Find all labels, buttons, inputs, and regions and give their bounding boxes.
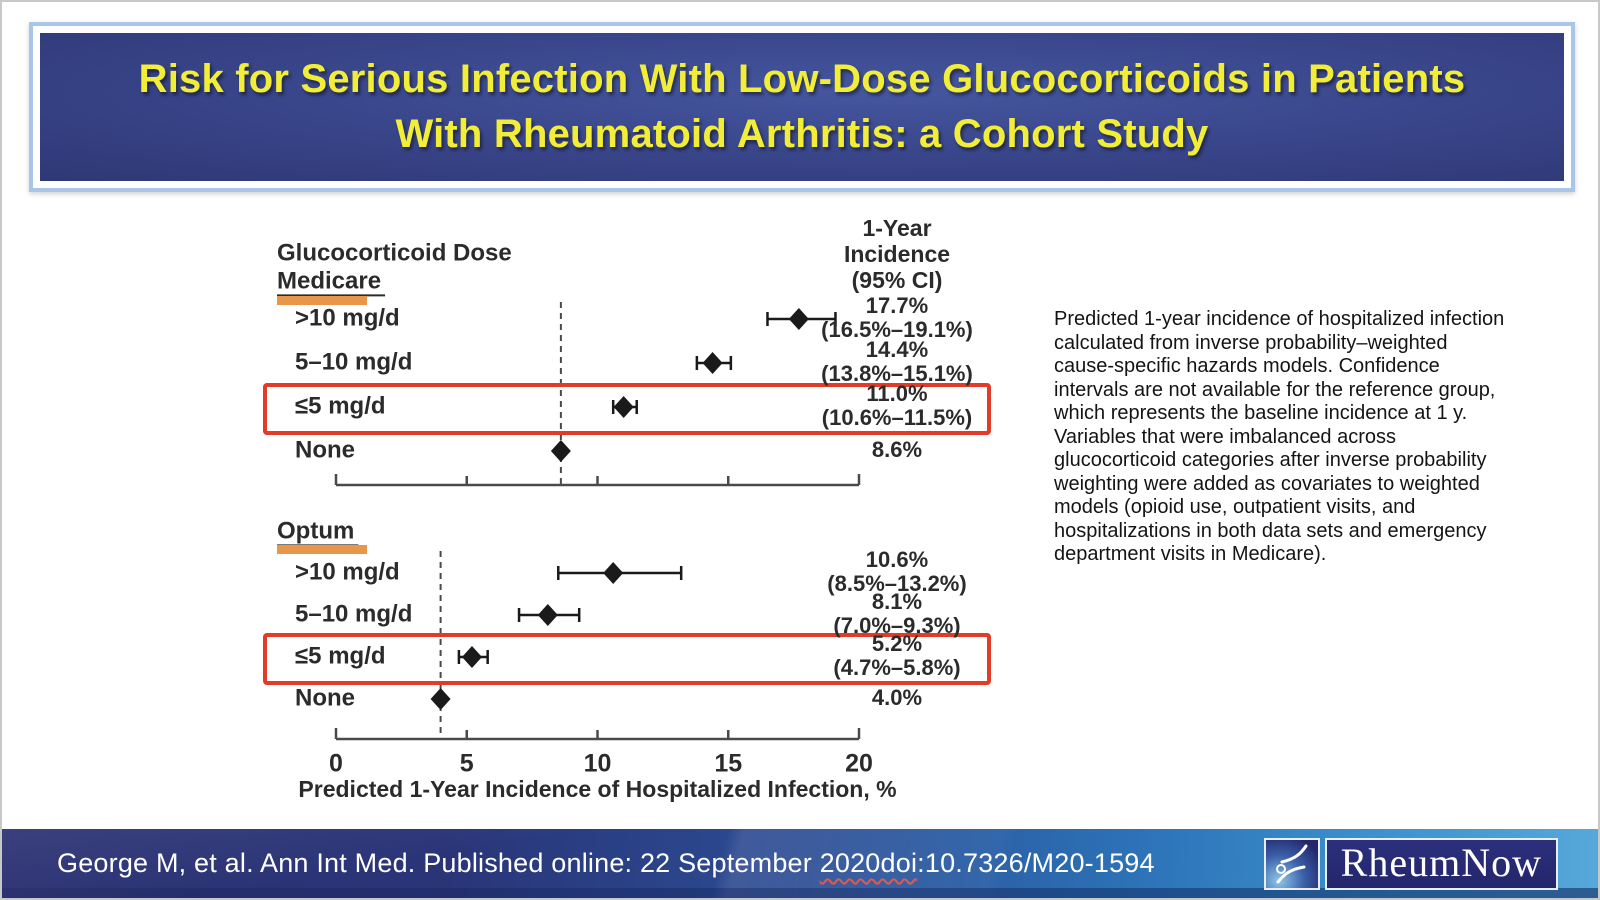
diamond-marker [703, 352, 723, 374]
page-title: Risk for Serious Infection With Low-Dose Glucocorticoids in Patients With Rheumatoid Arthritis: a Cohort Study [138, 56, 1466, 156]
row-label: >10 mg/d [295, 304, 400, 332]
row-label: 5–10 mg/d [295, 348, 413, 376]
citation [57, 848, 1155, 879]
diamond-marker [462, 646, 482, 668]
axis-tick-label: 5 [459, 749, 474, 778]
incidence-ci: (8.5%–13.2%) [827, 570, 967, 596]
axis-tick-label: 10 [583, 749, 612, 778]
axis-tick-label: 15 [714, 749, 743, 778]
row-label: ≤5 mg/d [295, 392, 386, 420]
group-title: Optum [277, 517, 355, 545]
row-label: None [295, 684, 355, 712]
column-header-incidence: Incidence [843, 241, 951, 268]
title-banner-inner [40, 33, 1564, 181]
diamond-marker [603, 562, 623, 584]
incidence-value: 11.0% [866, 380, 928, 406]
citation-misspelled: 2020doi [819, 848, 918, 878]
incidence-value: 17.7% [865, 292, 929, 318]
incidence-ci: (4.7%–5.8%) [833, 654, 961, 680]
incidence-ci: (13.8%–15.1%) [821, 360, 973, 386]
group-accent-bar [277, 545, 367, 554]
diamond-marker [551, 440, 571, 462]
incidence-value: 14.4% [865, 336, 929, 362]
forest-plot [247, 212, 1027, 832]
incidence-value: 10.6% [865, 546, 929, 572]
joint-icon-glyph [1270, 843, 1314, 885]
incidence-value: 8.6% [871, 436, 923, 462]
incidence-value: 5.2% [871, 630, 923, 656]
figure-caption: Predicted 1-year incidence of hospitalized infection calculated from inverse probability–weighted cause-specific hazards models. Confidence intervals are not available for the reference group, which represents the baseline incidence at 1 y. Variables that were imbalanced across glucocorticoid categories after inverse probability weighting were added as covariates to weighted models (opioid use, outpatient visits, and hospitalizations in both data sets and emergency department visits in Medicare). [1054, 308, 1505, 565]
logo-text: RheumNow [1325, 838, 1558, 890]
incidence-ci: (16.5%–19.1%) [821, 316, 973, 342]
incidence-value: 4.0% [871, 684, 923, 710]
column-header-dose: Glucocorticoid Dose [277, 239, 512, 267]
diamond-marker [789, 308, 809, 330]
incidence-ci: (10.6%–11.5%) [821, 404, 973, 430]
column-header-incidence: 1-Year [862, 215, 932, 242]
row-label: 5–10 mg/d [295, 600, 413, 628]
group-title: Medicare [277, 267, 382, 295]
row-label: >10 mg/d [295, 558, 400, 586]
diamond-marker [614, 396, 634, 418]
incidence-value: 8.1% [871, 588, 923, 614]
row-label: None [295, 436, 355, 464]
incidence-ci: (7.0%–9.3%) [833, 612, 961, 638]
diamond-marker [538, 604, 558, 626]
row-label: ≤5 mg/d [295, 642, 386, 670]
axis-tick-label: 0 [329, 749, 343, 778]
x-axis-label: Predicted 1-Year Incidence of Hospitalized Infection, % [298, 776, 897, 803]
joint-icon [1264, 838, 1320, 890]
footer-bar [2, 829, 1598, 898]
diamond-marker [431, 688, 451, 710]
column-header-incidence: (95% CI) [851, 267, 943, 294]
citation-pre: George M, et al. Ann Int Med. Published online: 22 September [57, 848, 820, 878]
axis-tick-label: 20 [845, 749, 873, 778]
citation-post: :10.7326/M20-1594 [917, 848, 1155, 878]
rheumnow-logo [1264, 838, 1558, 890]
title-banner [29, 22, 1575, 192]
